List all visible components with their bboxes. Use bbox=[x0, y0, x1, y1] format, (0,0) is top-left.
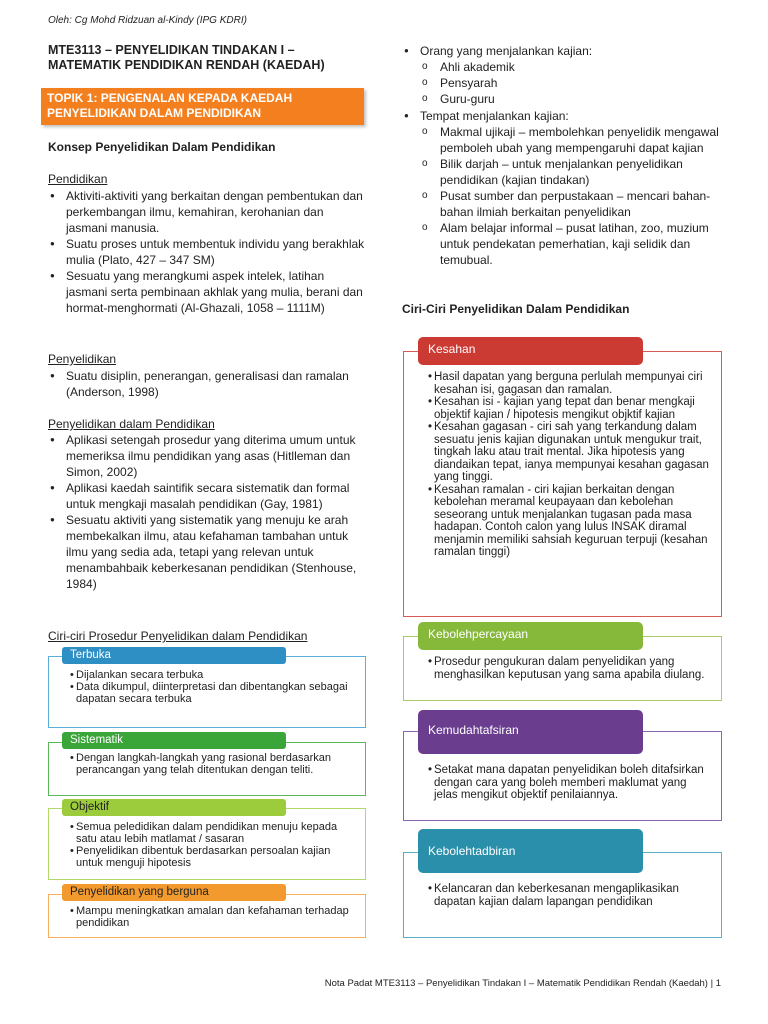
features-heading: Ciri-Ciri Penyelidikan Dalam Pendidikan bbox=[402, 302, 630, 316]
feature-body-kemudahtafsiran bbox=[428, 764, 712, 802]
list-item: • Kesahan isi - kajian yang tepat dan benar mengkaji objektif kajian / hipotesis mengikut objktif kajian bbox=[428, 396, 712, 421]
list-item: • Kesahan ramalan - ciri kajian berkaitan dengan kebolehan meramal keupayaan dan kebolehan seseorang untuk menjalankan tugasan pada masa hadapan. Contoh calon yang lulus INSAK diramal menjamin memiliki sahsiah keguruan terpuji (kesahan ramalan tinggi) bbox=[428, 484, 712, 559]
feature-label-kebolehpercayaan: Kebolehpercayaan bbox=[418, 622, 643, 650]
list-item: • Mampu meningkatkan amalan dan kefahaman terhadap pendidikan bbox=[70, 905, 356, 929]
page-footer: Nota Padat MTE3113 – Penyelidikan Tindakan I – Matematik Pendidikan Rendah (Kaedah) | 1 bbox=[324, 978, 721, 989]
where-sublist bbox=[420, 124, 720, 268]
procedure-label-berguna: Penyelidikan yang berguna bbox=[62, 884, 286, 901]
list-item: • Data dikumpul, diinterpretasi dan dibentangkan sebagai dapatan secara terbuka bbox=[70, 681, 356, 705]
list-item: ● Suatu disiplin, penerangan, generalisasi dan ramalan (Anderson, 1998) bbox=[48, 368, 366, 400]
feature-body-kesahan bbox=[428, 371, 712, 559]
list-item: • Hasil dapatan yang berguna perlulah mempunyai ciri kesahan isi, gagasan dan ramalan. bbox=[428, 371, 712, 396]
procedure-label-terbuka: Terbuka bbox=[62, 647, 286, 664]
where-heading: ● Tempat menjalankan kajian: bbox=[402, 108, 732, 124]
where-list bbox=[402, 108, 732, 124]
who-list bbox=[402, 43, 732, 59]
procedure-heading: Ciri-ciri Prosedur Penyelidikan dalam Pendidikan bbox=[48, 629, 308, 643]
penyelidikan-pendidikan-list bbox=[48, 432, 366, 592]
list-item: o Bilik darjah – untuk menjalankan penyelidikan pendidikan (kajian tindakan) bbox=[420, 156, 720, 188]
feature-label-kebolehtadbiran: Kebolehtadbiran bbox=[418, 829, 643, 873]
list-item: o Pensyarah bbox=[420, 75, 730, 91]
procedure-body-terbuka bbox=[70, 669, 356, 705]
list-item: o Alam belajar informal – pusat latihan, zoo, muzium untuk pendekatan pemerhatian, kaji selidik dan temubual. bbox=[420, 220, 720, 268]
penyelidikan-list bbox=[48, 368, 366, 400]
list-item: • Kesahan gagasan - ciri sah yang terkandung dalam sesuatu jenis kajian digunakan untuk mengukur trait, tingkah laku atau trait mental. Jika hipotesis yang diandaikan tepat, ianya mempunyai kesahan gagasan yang tinggi. bbox=[428, 421, 712, 484]
list-item: ● Aplikasi kaedah saintifik secara sistematik dan formal untuk mengkaji masalah pendidikan (Gay, 1981) bbox=[48, 480, 366, 512]
procedure-body-sistematik bbox=[70, 752, 356, 776]
procedure-body-objektif bbox=[70, 821, 356, 869]
list-item: • Dengan langkah-langkah yang rasional berdasarkan perancangan yang telah ditentukan dengan teliti. bbox=[70, 752, 356, 776]
penyelidikan-pendidikan-heading: Penyelidikan dalam Pendidikan bbox=[48, 417, 215, 431]
who-heading: ● Orang yang menjalankan kajian: bbox=[402, 43, 732, 59]
list-item: o Pusat sumber dan perpustakaan – mencari bahan-bahan ilmiah berkaitan penyelidikan bbox=[420, 188, 720, 220]
list-item: ● Sesuatu yang merangkumi aspek intelek, latihan jasmani serta pembinaan akhlak yang mulia, berani dan hormat-menghormati (Al-Ghazali, 1058 – 1111M) bbox=[48, 268, 366, 316]
procedure-label-objektif: Objektif bbox=[62, 799, 286, 816]
feature-label-kesahan: Kesahan bbox=[418, 337, 643, 365]
document-title: MTE3113 – PENYELIDIKAN TINDAKAN I – MATEMATIK PENDIDIKAN RENDAH (KAEDAH) bbox=[48, 43, 325, 72]
list-item: o Guru-guru bbox=[420, 91, 730, 107]
procedure-label-sistematik: Sistematik bbox=[62, 732, 286, 749]
feature-label-kemudahtafsiran: Kemudahtafsiran bbox=[418, 710, 643, 754]
feature-body-kebolehpercayaan bbox=[428, 656, 712, 681]
list-item: o Ahli akademik bbox=[420, 59, 730, 75]
topic-banner: TOPIK 1: PENGENALAN KEPADA KAEDAH PENYELIDIKAN DALAM PENDIDIKAN bbox=[41, 88, 364, 125]
concept-heading: Konsep Penyelidikan Dalam Pendidikan bbox=[48, 140, 276, 154]
who-sublist bbox=[420, 59, 730, 107]
author-line: Oleh: Cg Mohd Ridzuan al-Kindy (IPG KDRI) bbox=[48, 15, 247, 26]
list-item: • Semua peledidikan dalam pendidikan menuju kepada satu atau lebih matlamat / sasaran bbox=[70, 821, 356, 845]
list-item: • Setakat mana dapatan penyelidikan boleh ditafsirkan dengan cara yang boleh memberi maklumat yang jelas mengikut objektif penilaiannya. bbox=[428, 764, 712, 802]
list-item: ● Aktiviti-aktiviti yang berkaitan dengan pembentukan dan perkembangan ilmu, kemahiran, kerohanian dan jasmani manusia. bbox=[48, 188, 366, 236]
pendidikan-list bbox=[48, 188, 366, 316]
list-item: • Prosedur pengukuran dalam penyelidikan yang menghasilkan keputusan yang sama apabila diulang. bbox=[428, 656, 712, 681]
list-item: o Makmal ujikaji – membolehkan penyelidik mengawal pemboleh ubah yang mempengaruhi dapat kajian bbox=[420, 124, 720, 156]
list-item: ● Aplikasi setengah prosedur yang diterima umum untuk memeriksa ilmu pendidikan yang asas (Hitlleman dan Simon, 2002) bbox=[48, 432, 366, 480]
list-item: ● Sesuatu aktiviti yang sistematik yang menuju ke arah membekalkan ilmu, atau kefahaman tambahan untuk ilmu yang sedia ada, tetapi yang relevan untuk menambahbaik keberkesanan pendidikan (Stenhouse, 1984) bbox=[48, 512, 366, 592]
list-item: • Dijalankan secara terbuka bbox=[70, 669, 356, 681]
pendidikan-heading: Pendidikan bbox=[48, 172, 108, 186]
penyelidikan-heading: Penyelidikan bbox=[48, 352, 117, 366]
list-item: • Penyelidikan dibentuk berdasarkan persoalan kajian untuk menguji hipotesis bbox=[70, 845, 356, 869]
list-item: ● Suatu proses untuk membentuk individu yang berakhlak mulia (Plato, 427 – 347 SM) bbox=[48, 236, 366, 268]
list-item: • Kelancaran dan keberkesanan mengaplikasikan dapatan kajian dalam lapangan pendidikan bbox=[428, 883, 712, 908]
procedure-body-berguna bbox=[70, 905, 356, 929]
feature-body-kebolehtadbiran bbox=[428, 883, 712, 908]
